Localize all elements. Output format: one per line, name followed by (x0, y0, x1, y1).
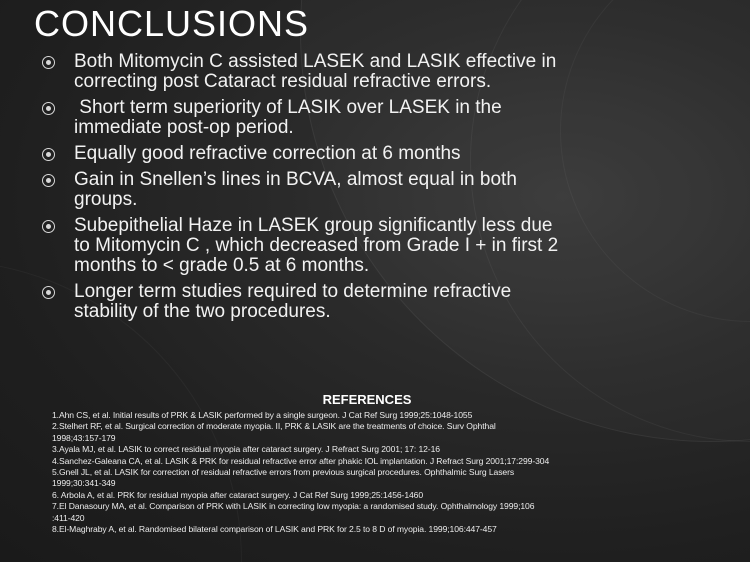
circle-bullet-icon (42, 286, 55, 299)
reference-line: 6. Arbola A, et al. PRK for residual myopia after cataract surgery. J Cat Ref Surg 1999;25:1456-1460 (52, 489, 424, 500)
circle-bullet-icon (42, 220, 55, 233)
bullet-line: immediate post-op period. (74, 117, 294, 138)
bullet-list (40, 52, 710, 328)
bullet-line: Short term superiority of LASIK over LASEK in the (74, 97, 502, 118)
references-heading: REFERENCES (322, 392, 412, 407)
slide-title: CONCLUSIONS (34, 3, 310, 44)
reference-line: 5.Gnell JL, et al. LASIK for correction of residual refractive errors from previous surgical procedures. Ophthalmic Surg Lasers (52, 467, 515, 478)
bullet-line: Gain in Snellen’s lines in BCVA, almost equal in both (74, 169, 517, 190)
bullet-line: stability of the two procedures. (74, 301, 331, 322)
circle-bullet-icon (42, 102, 55, 115)
bullet-line: Longer term studies required to determine refractive (74, 281, 512, 302)
reference-line: 8.El-Maghraby A, et al. Randomised bilateral comparison of LASIK and PRK for 2.5 to 8 D of myopia. 1999;106:447-457 (52, 524, 497, 535)
reference-line: 7.El Danasoury MA, et al. Comparison of PRK with LASIK in correcting low myopia: a randomised study. Ophthalmology 1999;106 (52, 501, 535, 512)
bullet-item (40, 282, 710, 322)
bullet-item (40, 52, 710, 92)
bullet-item (40, 144, 710, 164)
reference-line: 4.Sanchez-Galeana CA, et al. LASIK & PRK for residual refractive error after phakic IOL implantation. J Refract Surg 2001;17:299-304 (52, 455, 550, 466)
reference-line: 3.Ayala MJ, et al. LASIK to correct residual myopia after cataract surgery. J Refract Surg 2001; 17: 12-16 (52, 444, 440, 455)
bullet-item (40, 98, 710, 138)
bullet-line: Equally good refractive correction at 6 months (74, 143, 461, 164)
bullet-line: Both Mitomycin C assisted LASEK and LASIK effective in (74, 51, 557, 72)
reference-line: :411-420 (52, 512, 85, 523)
references-section (52, 392, 712, 535)
bullet-item (40, 170, 710, 210)
bullet-line: groups. (74, 189, 138, 210)
bullet-item (40, 216, 710, 276)
bullet-line: correcting post Cataract residual refractive errors. (74, 71, 492, 92)
reference-line: 1999;30:341-349 (52, 478, 116, 489)
bullet-line: to Mitomycin C , which decreased from Grade I + in first 2 (74, 235, 559, 256)
circle-bullet-icon (42, 56, 55, 69)
circle-bullet-icon (42, 148, 55, 161)
reference-line: 1.Ahn CS, et al. Initial results of PRK & LASIK performed by a single surgeon. J Cat Ref Surg 1999;25:1048-1055 (52, 410, 473, 420)
circle-bullet-icon (42, 174, 55, 187)
bullet-line: months to < grade 0.5 at 6 months. (74, 255, 370, 276)
reference-line: 1998;43:157-179 (52, 432, 116, 443)
bullet-line: Subepithelial Haze in LASEK group significantly less due (74, 215, 553, 236)
reference-line: 2.Stelhert RF, et al. Surgical correction of moderate myopia. II, PRK & LASIK are the treatments of choice. Surv Ophthal (52, 421, 496, 432)
